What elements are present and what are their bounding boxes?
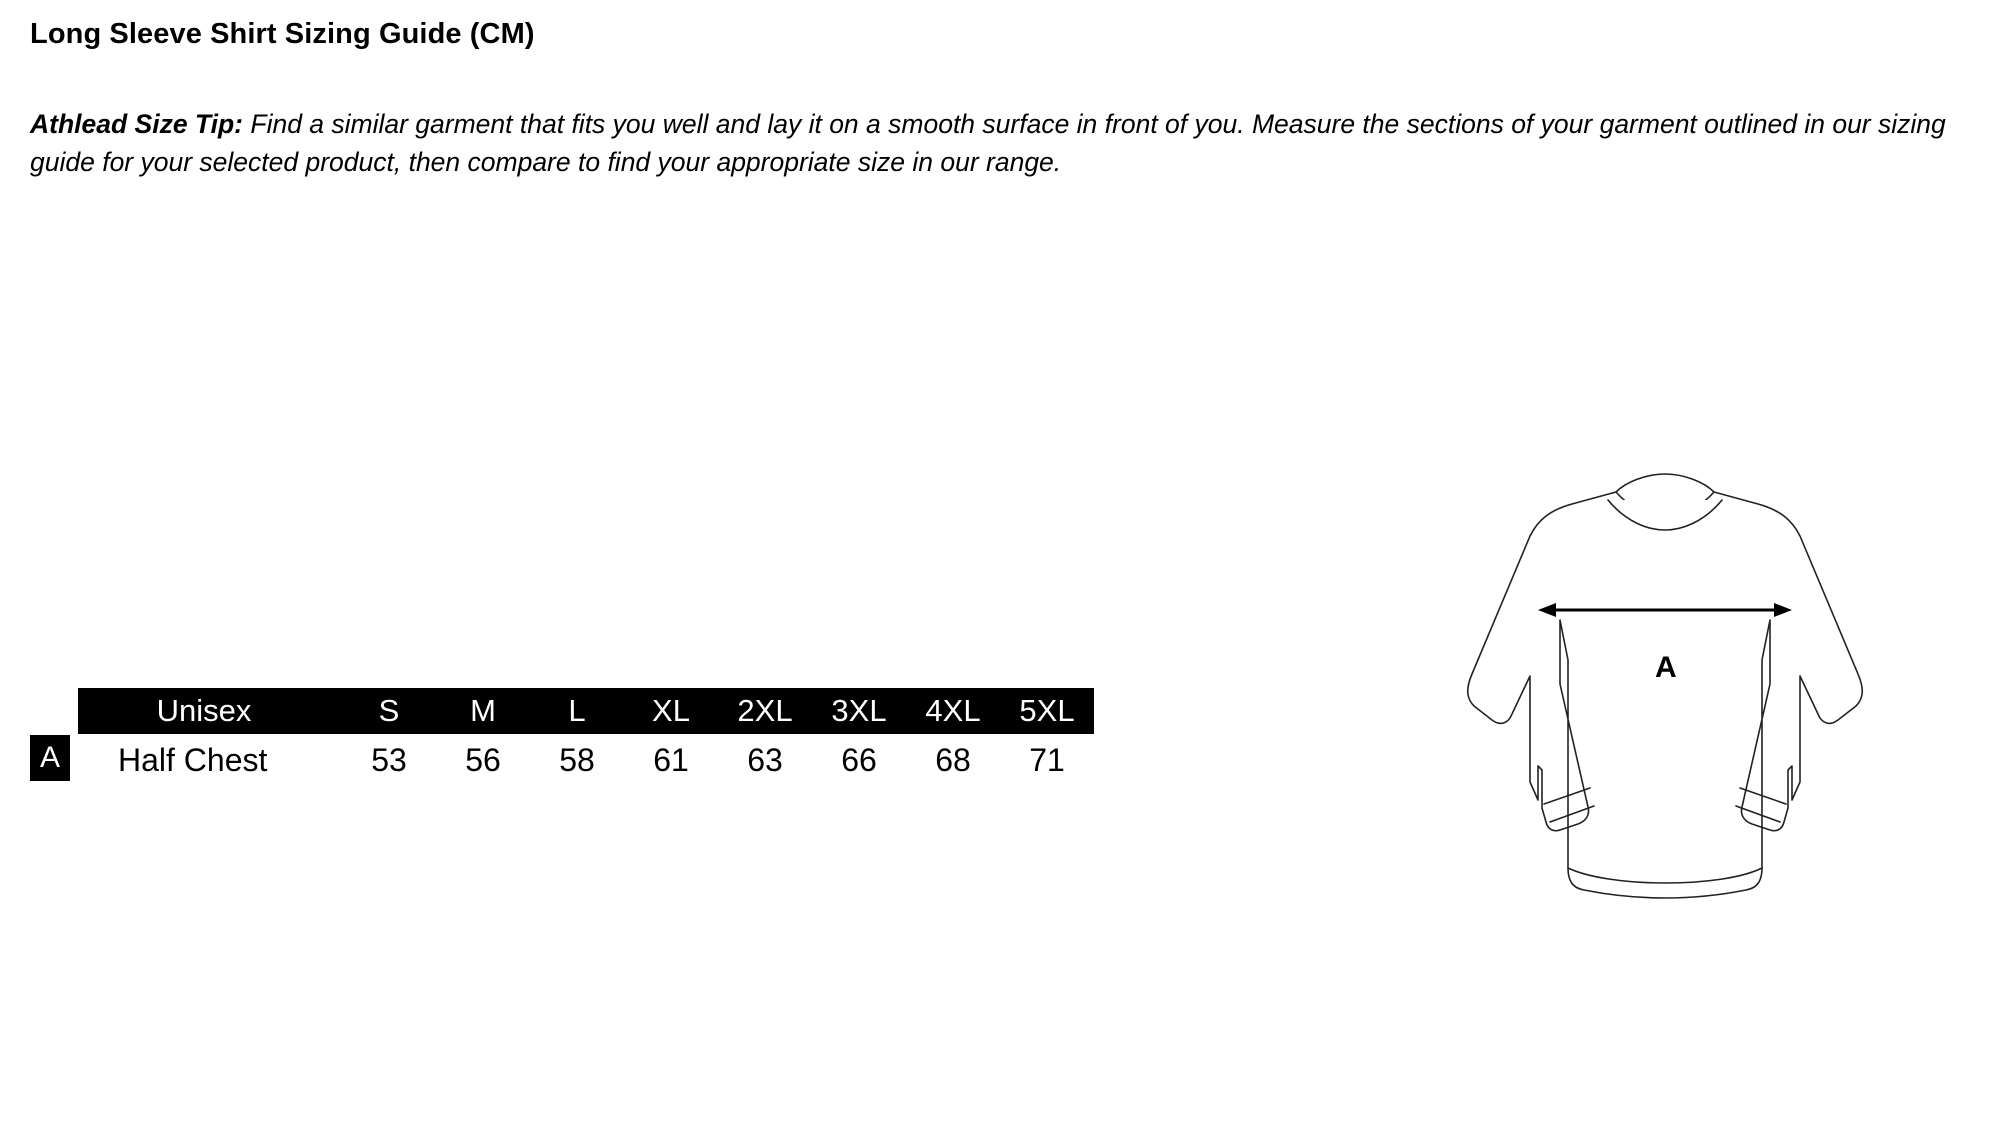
row-label-half-chest: Half Chest xyxy=(118,741,268,778)
cell-half-chest-2xl: 63 xyxy=(747,741,783,778)
diagram-measure-letter-a: A xyxy=(1655,651,1677,684)
cell-half-chest-4xl: 68 xyxy=(935,741,971,778)
cell-half-chest-m: 56 xyxy=(465,741,501,778)
size-tip-text: Find a similar garment that fits you well and lay it on a smooth surface in front of you. Measure the sections of your garment outlined in our sizing guide for your selected product, then compare to find your appropriate size in our range. xyxy=(30,109,1946,177)
header-size-m: M xyxy=(470,693,496,728)
header-size-l: L xyxy=(568,693,586,728)
header-size-3xl: 3XL xyxy=(831,693,887,728)
cell-half-chest-xl: 61 xyxy=(653,741,689,778)
size-chart-header xyxy=(78,688,1094,734)
cell-half-chest-5xl: 71 xyxy=(1029,741,1065,778)
header-size-4xl: 4XL xyxy=(925,693,981,728)
cell-half-chest-s: 53 xyxy=(371,741,407,778)
header-unisex: Unisex xyxy=(156,693,252,728)
header-size-2xl: 2XL xyxy=(737,693,793,728)
header-size-s: S xyxy=(378,693,400,728)
table-row xyxy=(78,734,1094,786)
size-tip-paragraph xyxy=(30,106,1960,181)
cell-half-chest-l: 58 xyxy=(559,741,595,778)
long-sleeve-shirt-diagram xyxy=(1440,470,1890,950)
measurement-key-a: A xyxy=(30,735,70,781)
table-header-row xyxy=(78,688,1094,734)
header-size-5xl: 5XL xyxy=(1019,693,1075,728)
shirt-outline-icon xyxy=(1440,470,1890,950)
cell-half-chest-3xl: 66 xyxy=(841,741,877,778)
size-chart-body xyxy=(78,734,1094,786)
size-tip-label: Athlead Size Tip: xyxy=(30,109,244,139)
size-chart-table xyxy=(78,688,1094,786)
page-title: Long Sleeve Shirt Sizing Guide (CM) xyxy=(30,18,535,50)
header-size-xl: XL xyxy=(652,693,690,728)
